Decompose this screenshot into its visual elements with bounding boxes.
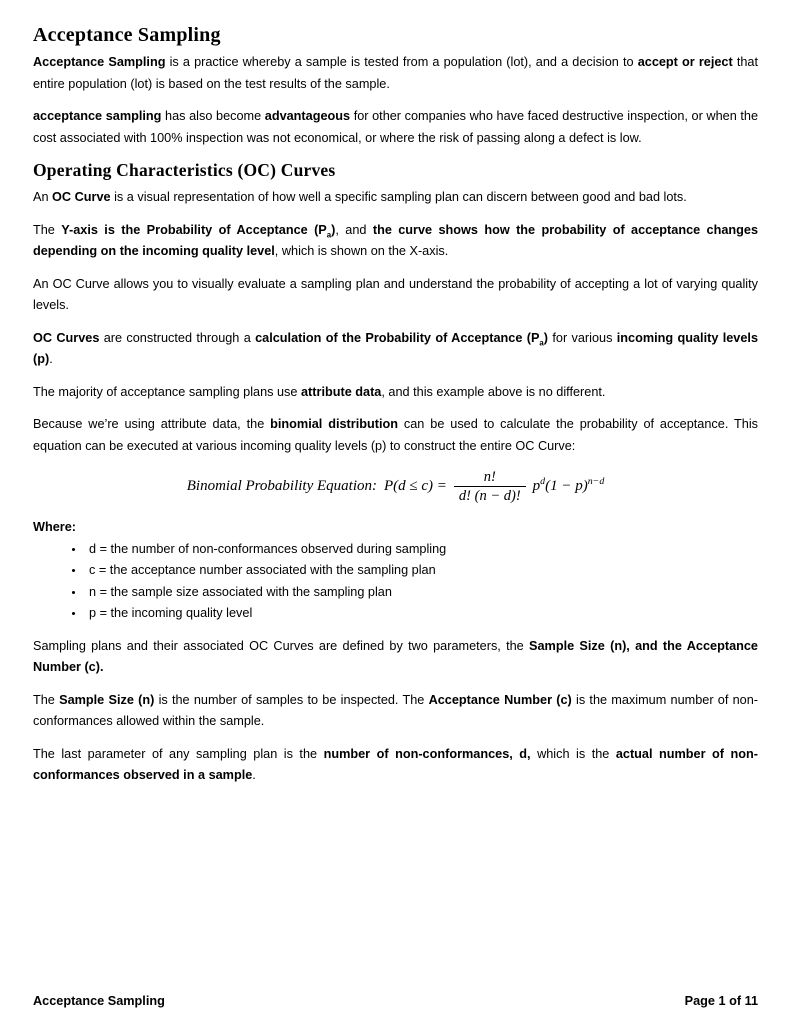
binomial-probability-equation bbox=[33, 468, 758, 505]
footer-document-title: Acceptance Sampling bbox=[33, 994, 165, 1008]
list-item-p: • p = the incoming quality level bbox=[85, 603, 758, 625]
equation-fraction bbox=[454, 468, 526, 505]
list-item-c: • c = the acceptance number associated with the sampling plan bbox=[85, 560, 758, 582]
equation-denominator: d! (n − d)! bbox=[454, 486, 526, 505]
list-item-n: • n = the sample size associated with the sampling plan bbox=[85, 582, 758, 604]
footer-page-number: Page 1 of 11 bbox=[684, 994, 758, 1008]
paragraph-oc-curve-evaluation: An OC Curve allows you to visually evaluate a sampling plan and understand the probability of accepting a lot of varying quality levels. bbox=[33, 276, 758, 312]
equation-numerator: n! bbox=[483, 469, 496, 485]
equation-lhs: P(d ≤ c) = bbox=[384, 478, 447, 495]
section-heading-oc-curves: Operating Characteristics (OC) Curves bbox=[33, 160, 336, 180]
paragraph-y-axis-description: The Y-axis is the Probability of Acceptance $(P_a)$, and the curve shows how the probability of acceptance changes depending on the incoming quality level, which is shown on the X-axis. bbox=[33, 222, 759, 258]
paragraph-oc-curve-definition: An OC Curve is a visual representation of how well a specific sampling plan can discern between good and bad lots. bbox=[33, 190, 687, 204]
paragraph-oc-curves-construction: OC Curves are constructed through a calculation of the Probability of Acceptance $(P_a)$ for various incoming quality levels (p). bbox=[33, 330, 758, 366]
equation-label: Binomial Probability Equation: bbox=[186, 478, 377, 495]
page-title: Acceptance Sampling bbox=[33, 24, 221, 46]
paragraph-acceptance-sampling-advantages: acceptance sampling has also become advantageous for other companies who have faced destructive inspection, or when the cost associated with 100% inspection was not economical, or where the risk of passing along a defect is low. bbox=[33, 109, 759, 145]
equation-variable-list bbox=[33, 539, 758, 625]
equation-tail: $p^d(1 - p)^{n-d}$ bbox=[532, 476, 605, 495]
list-item-d: • d = the number of non-conformances observed during sampling bbox=[85, 539, 758, 561]
paragraph-last-parameter: The last parameter of any sampling plan is the number of non-conformances, d, which is the actual number of non-conformances observed in a sample. bbox=[33, 746, 758, 783]
paragraph-attribute-data: The majority of acceptance sampling plans use attribute data, and this example above is no different. bbox=[33, 384, 606, 399]
paragraph-two-parameters: Sampling plans and their associated OC Curves are defined by two parameters, the Sample Size (n), and the Acceptance Number (c). bbox=[33, 638, 758, 675]
paragraph-sample-size-acceptance-number: The Sample Size (n) is the number of samples to be inspected. The Acceptance Number (c) is the maximum number of non-conformances allowed within the sample. bbox=[33, 692, 759, 729]
page-footer bbox=[33, 994, 758, 1008]
where-label: Where: bbox=[33, 520, 76, 535]
paragraph-binomial-distribution: Because we’re using attribute data, the binomial distribution can be used to calculate the probability of acceptance. This equation can be executed at various incoming quality levels (p) to construct the entire OC Curve: bbox=[33, 417, 758, 453]
paragraph-acceptance-sampling-definition: Acceptance Sampling is a practice whereby a sample is tested from a population (lot), and a decision to accept or reject that entire population (lot) is based on the test results of the sample. bbox=[33, 55, 759, 91]
